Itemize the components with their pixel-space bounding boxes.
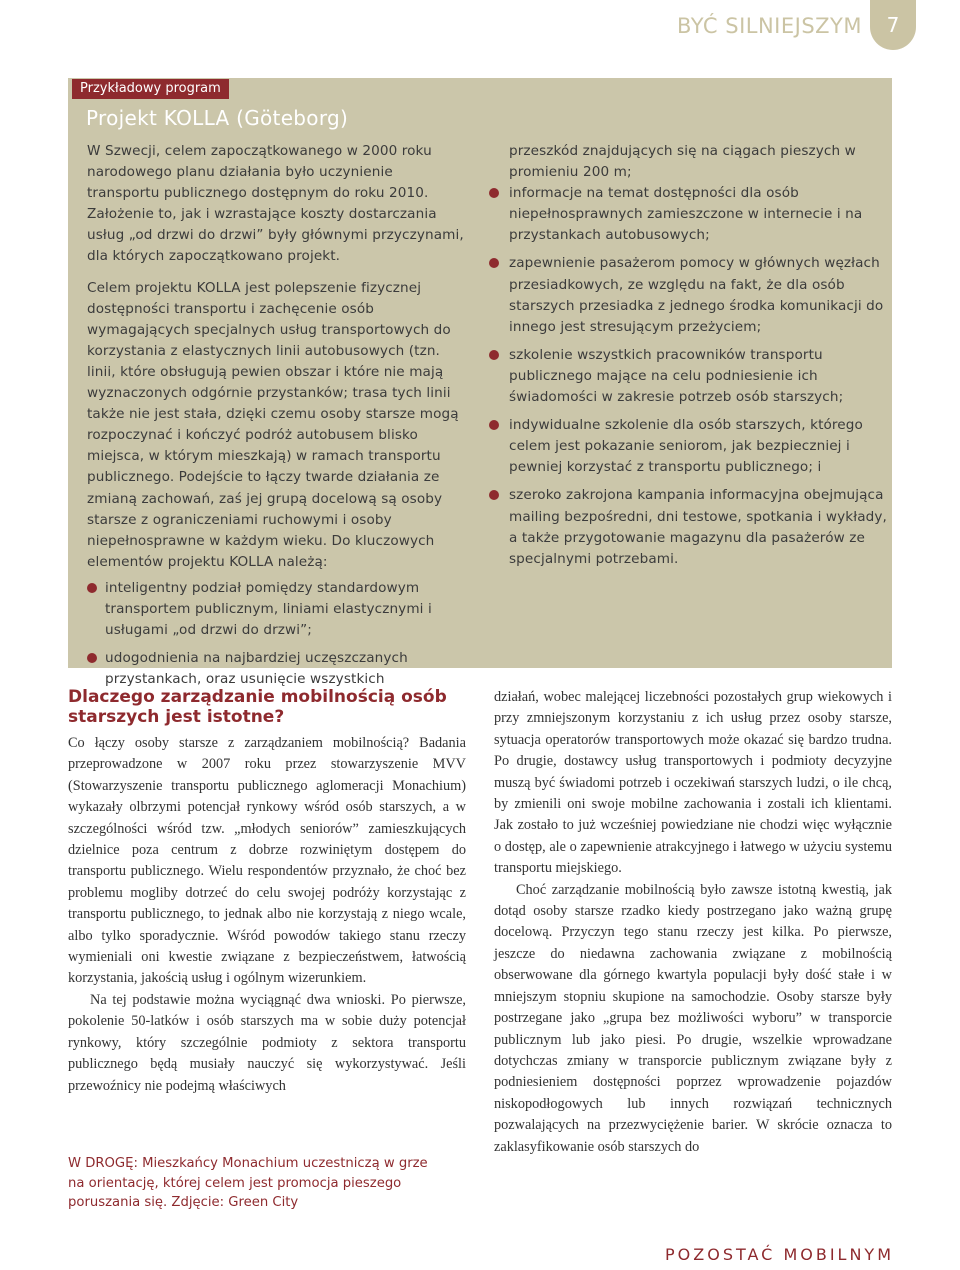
box-right-bullets — [509, 183, 887, 570]
bullet-icon — [87, 653, 97, 663]
box-left-bullets — [87, 578, 469, 690]
article-paragraph: działań, wobec malejącej liczebności pozostałych grup wiekowych i przy zmniejszonym korzystaniu z ich usług przez osoby starsze, sytuacja operatorów transportowych może okazać się bardzo trudna. Po drugie, dostawcy usług transportowych i podmioty decyzyjne muszą być świadomi potrzeb i oczekiwań starszych ludzi, o ile chcą, by zmienili oni swoje mobilne zachowania i zostali ich klientami. Jak zostało to już wcześniej powiedziane nie chodzi więc wyłącznie o dostęp, ale o zapewnienie atrakcyjnego i łatwego w użyciu systemu transportu miejskiego. — [494, 689, 892, 877]
list-item: szeroko zakrojona kampania informacyjna obejmująca mailing bezpośredni, dni testowe, spotkania i wykłady, a także przygotowanie magazynu dla pasażerów ze specjalnymi potrzebami. — [509, 485, 887, 569]
list-item: inteligentny podział pomiędzy standardowym transportem publicznym, liniami elastycznymi i usługami „od drzwi do drzwi”; — [87, 578, 469, 641]
article-paragraph: Choć zarządzanie mobilnością było zawsze istotną kwestią, jak dotąd osoby starsze rzadko kiedy postrzegano jako ważną grupę docelową. Przyczyn tego stanu rzeczy jest kilka. Po pierwsze, jeszcze do niedawna zachowania związane z mobilnością obserwowane dla górnego kwartyla populacji były dość stałe i w mniejszym stopniu skupione na samochodzie. Osoby starsze były postrzegane jako „grupa bez możliwości wyboru” w transporcie publicznym lub jako piesi. Po drugie, wszelkie wprowadzane dotychczas zmiany w transporcie publicznym związane były z podniesieniem dostępności poprzez wprowadzenie pojazdów niskopodłogowych lub innych rozwiązań technicznych pozwalających na przezwyciężenie barier. W skrócie oznacza to zaklasyfikowanie osób starszych do — [494, 881, 892, 1155]
article-left-column — [68, 733, 466, 1097]
list-item: szkolenie wszystkich pracowników transportu publicznego mające na celu podniesienie ich świadomości w zakresie potrzeb osób starszych; — [509, 345, 887, 408]
page-number: 7 — [870, 0, 916, 50]
running-footer: POZOSTAĆ MOBILNYM — [665, 1245, 894, 1264]
running-header: BYĆ SILNIEJSZYM — [676, 14, 862, 38]
article-paragraph: Co łączy osoby starsze z zarządzaniem mobilnością? Badania przeprowadzone w 2007 roku przez stowarzyszenie MVV (Stowarzyszenie transportu publicznego aglomeracji Monachium) wykazały olbrzymi potencjał rynkowy wśród osób starszych, a w szczególności wśród tzw. „młodych seniorów” zamieszkujących dzielnice poza centrum z dobrze rozwiniętym dostępem do transportu publicznego. Wielu respondentów przyznało, że choć bez problemu mogliby dotrzeć do celu swojej podróży korzystając z transportu publicznego, to jednak albo nie korzystają z niego wcale, albo tylko sporadycznie. Wśród powodów takiego stanu rzeczy wymieniali oni kwestie związane z bezpieczeństwem, łatwością korzystania, jakością usług i ogólnym wizerunkiem. — [68, 735, 466, 987]
article-right-column — [494, 687, 892, 1158]
bullet-icon — [87, 583, 97, 593]
bullet-icon — [489, 350, 499, 360]
list-item: indywidualne szkolenie dla osób starszych, którego celem jest pokazanie seniorom, jak bezpieczniej i pewniej korzystać z transportu publicznego; i — [509, 415, 887, 478]
list-item: udogodnienia na najbardziej uczęszczanych przystankach, oraz usunięcie wszystkich — [87, 648, 469, 690]
bullet-continuation: przeszkód znajdujących się na ciągach pieszych w promieniu 200 m; — [509, 143, 856, 181]
box-right-column — [509, 141, 887, 577]
section-heading: Dlaczego zarządzanie mobilnością osób starszych jest istotne? — [68, 687, 447, 727]
photo-caption: W DROGĘ: Mieszkańcy Monachium uczestniczą w grze na orientację, której celem jest promocja pieszego poruszania się. Zdjęcie: Green City — [68, 1156, 428, 1210]
box-paragraph: W Szwecji, celem zapoczątkowanego w 2000 roku narodowego planu działania było uczynienie transportu publicznego dostępnym do roku 2010. Założenie to, jak i wzrastające koszty dostarczania usług „od drzwi do drzwi” były głównymi przyczynami, dla których zapoczątkowano projekt. — [87, 143, 464, 265]
box-paragraph: Celem projektu KOLLA jest polepszenie fizycznej dostępności transportu i zachęcenie osób wymagających specjalnych usług transportowych do korzystania z elastycznych linii autobusowych (tzn. linii, które obsługują pewien obszar i które nie mają wyznaczonych odgórnie przystanków; trasa tych linii także nie jest stała, dzięki czemu osoby starsze mogą rozpoczynać i kończyć podróż autobusem blisko miejsca, w którym mieszkają) w ramach transportu publicznego. Podejście to łączy twarde działania ze zmianą zachowań, zaś jej grupą docelową są osoby starsze z ograniczeniami ruchowymi i osoby niepełnosprawne w każdym wieku. Do kluczowych elementów projektu KOLLA należą: — [87, 279, 459, 570]
box-left-column — [87, 141, 469, 697]
article-paragraph: Na tej podstawie można wyciągnąć dwa wnioski. Po pierwsze, pokolenie 50-latków i osób starszych ma w sobie duży potencjał rynkowy, który szczególnie podmioty z sektora transportu publicznego będą musiały nauczyć się wykorzystywać. Jeśli przewoźnicy nie podejmą właściwych — [68, 991, 466, 1094]
box-title: Projekt KOLLA (Göteborg) — [86, 106, 349, 130]
box-label: Przykładowy program — [72, 79, 229, 99]
list-item: informacje na temat dostępności dla osób niepełnosprawnych zamieszczone w internecie i na przystankach autobusowych; — [509, 183, 887, 246]
list-item: zapewnienie pasażerom pomocy w głównych węzłach przesiadkowych, ze względu na fakt, że dla osób starszych przesiadka z jednego środka komunikacji do innego jest stresującym przeżyciem; — [509, 253, 887, 337]
